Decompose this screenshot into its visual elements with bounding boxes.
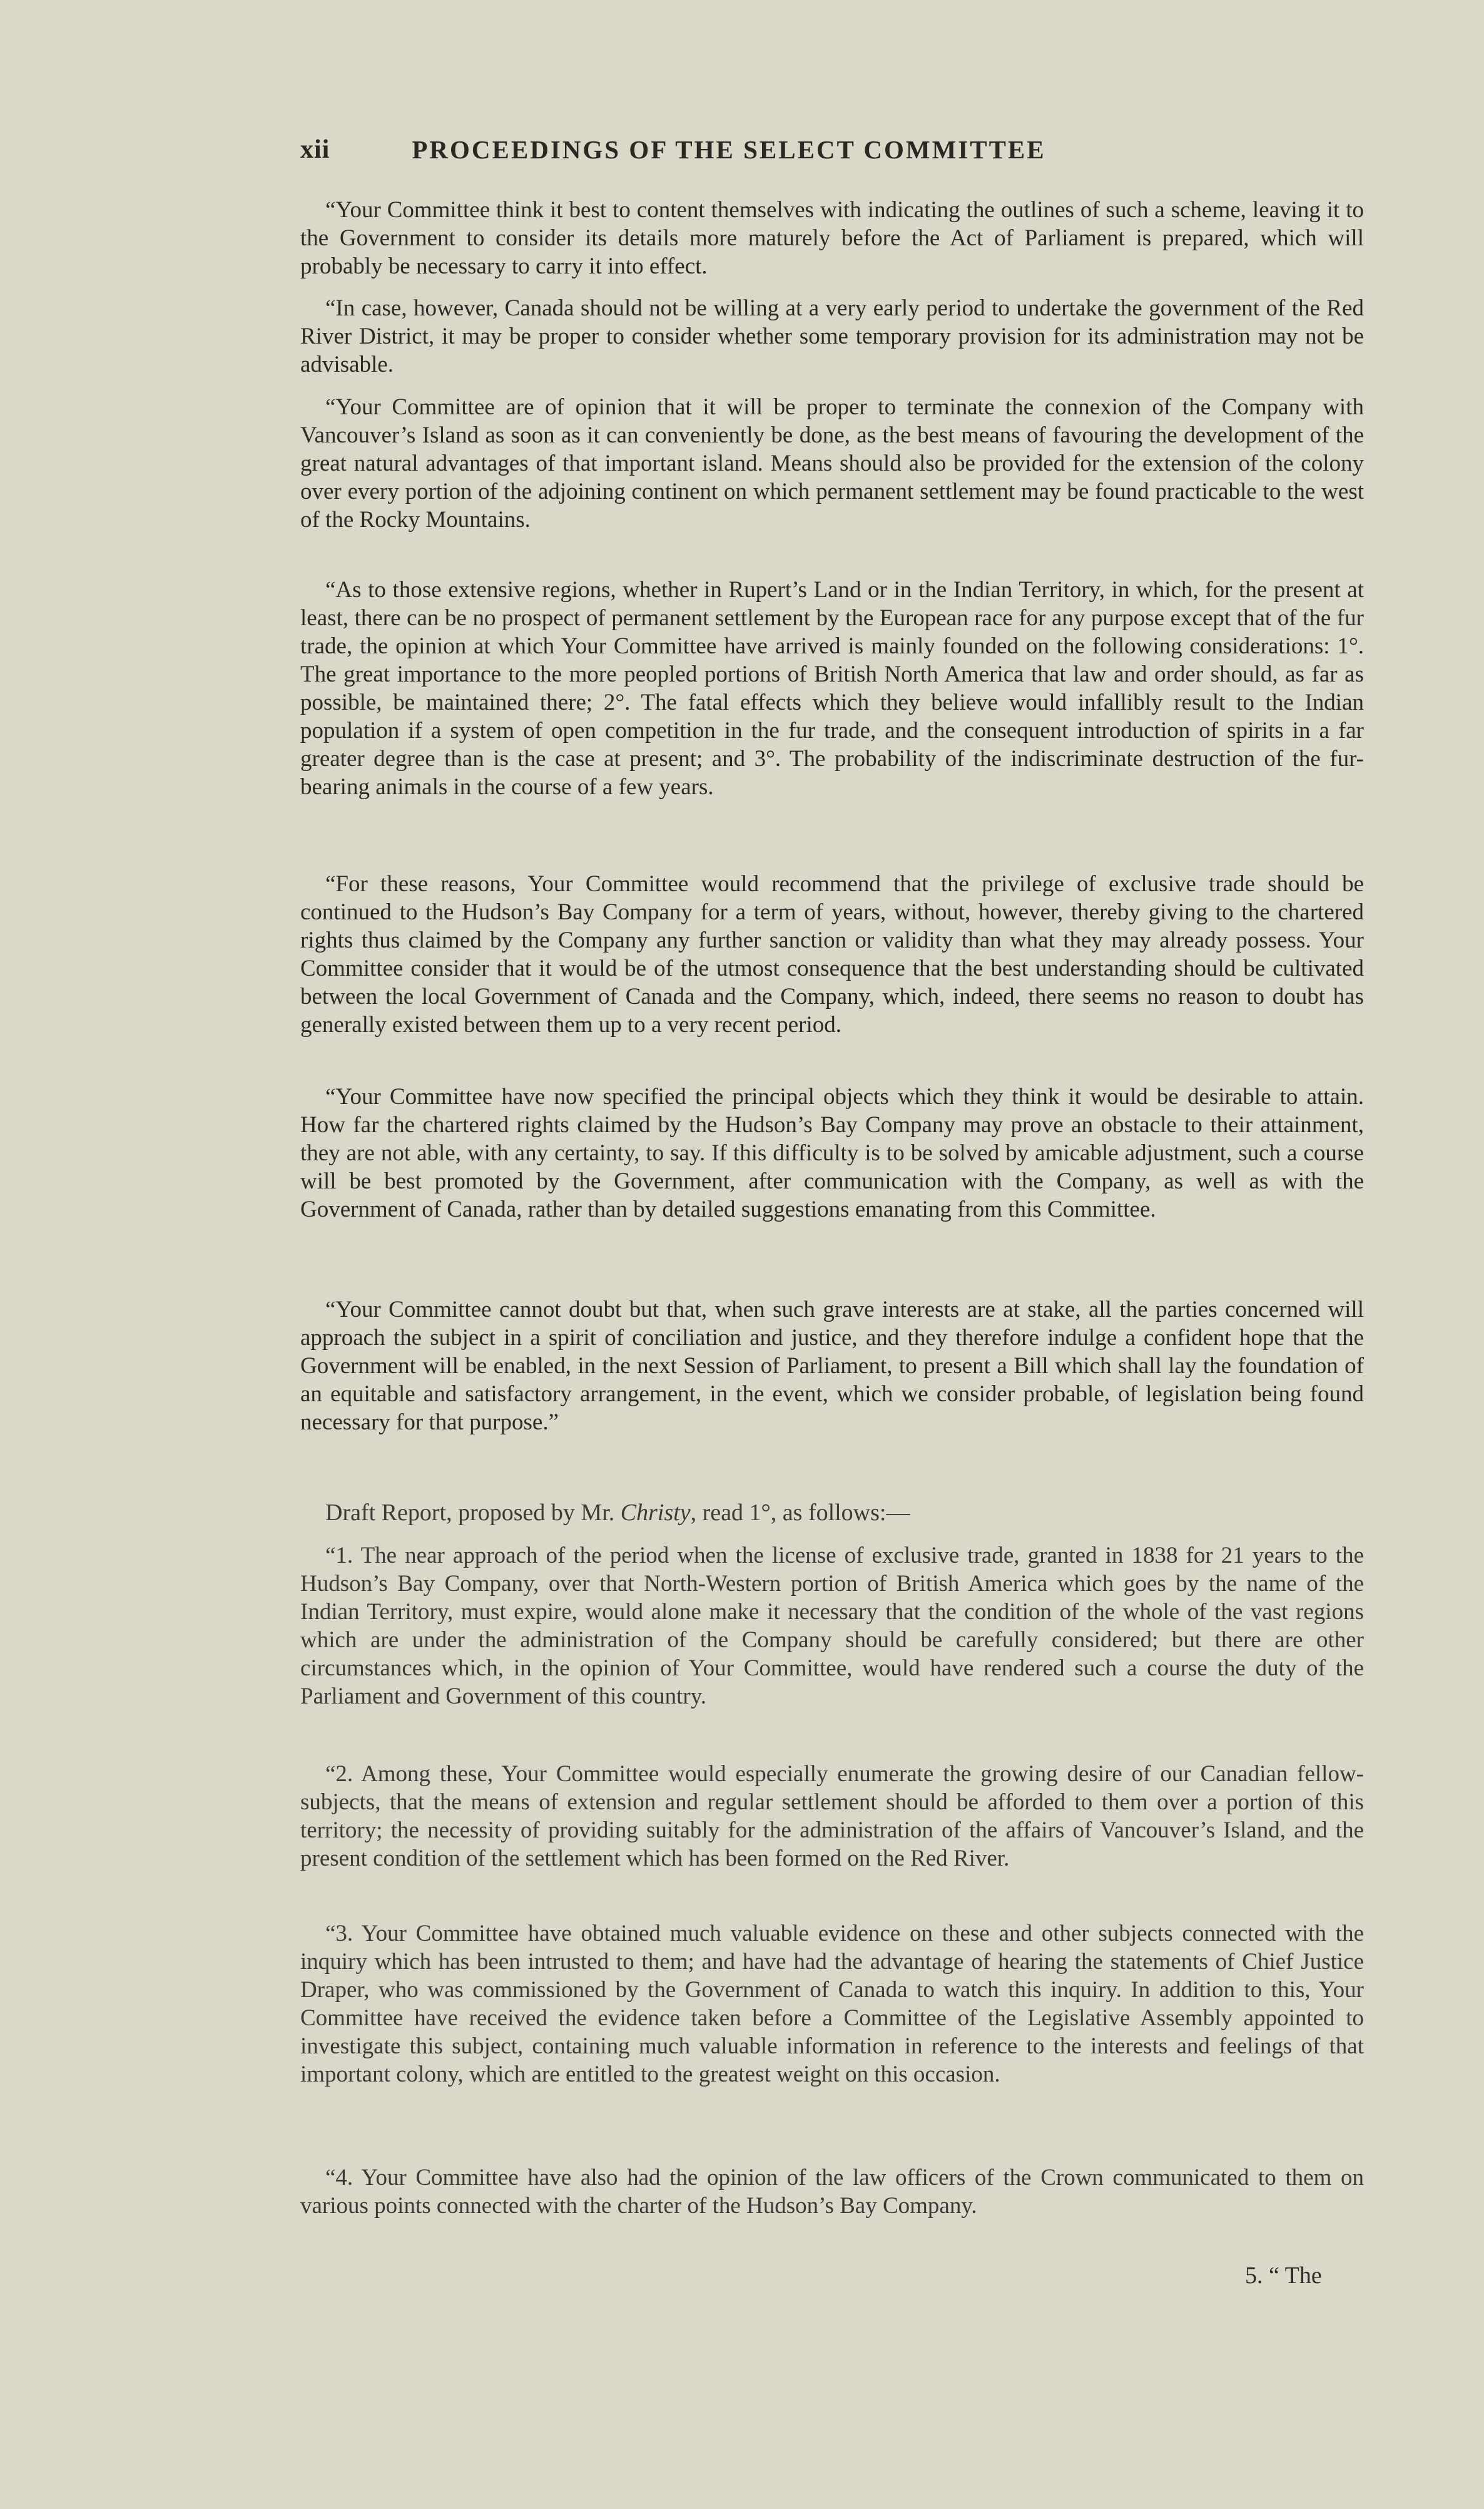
- page-header: [300, 135, 1157, 172]
- draft-paragraph: “1. The near approach of the period when the license of exclusive trade, granted in 1838 for 21 years to the Hudson’s Bay Company, over that North-Western portion of British America which goes by the name of the Indian Territory, must expire, would alone make it necessary that the condition of the whole of the vast regions which are under the administration of the Company should be carefully considered; but there are other circumstances which, in the opinion of Your Committee, would have rendered such a course the duty of the Parliament and Government of this country.: [300, 1543, 1364, 1709]
- draft-paragraph: “3. Your Committee have obtained much valuable evidence on these and other subjects connected with the inquiry which has been intrusted to them; and have had the advantage of hearing the statements of Chief Justice Draper, who was commissioned by the Government of Canada to watch this inquiry. In addition to this, Your Committee have received the evidence taken before a Committee of the Legislative Assembly appointed to investigate this subject, containing much valuable information in reference to the interests and feelings of that important colony, which are entitled to the greatest weight on this occasion.: [300, 1921, 1364, 2087]
- catchword: 5. “ The: [1245, 2262, 1322, 2289]
- paragraph: “Your Committee are of opinion that it will be proper to terminate the connexion of the Company with Vancouver’s Island as soon as it can conveniently be done, as the best means of favouring the development of the great natural advantages of that important island. Means should also be provided for the extension of the colony over every portion of the adjoining continent on which permanent settlement may be found practicable to the west of the Rocky Mountains.: [300, 394, 1364, 533]
- intro-text-after: , read 1°, as follows:—: [690, 1500, 910, 1526]
- proposer-name: Christy: [620, 1500, 691, 1526]
- intro-text-before: Draft Report, proposed by Mr.: [325, 1500, 621, 1526]
- draft-paragraph: “4. Your Committee have also had the opinion of the law officers of the Crown communicated to them on various points connected with the charter of the Hudson’s Bay Company.: [300, 2165, 1364, 2219]
- paragraph: “In case, however, Canada should not be willing at a very early period to undertake the government of the Red River District, it may be proper to consider whether some temporary provision for its administration may not be advisable.: [300, 295, 1364, 377]
- paragraph: “Your Committee have now specified the principal objects which they think it would be desirable to attain. How far the chartered rights claimed by the Hudson’s Bay Company may prove an obstacle to their attainment, they are not able, with any certainty, to say. If this difficulty is to be solved by amicable adjustment, such a course will be best promoted by the Government, after communication with the Company, as well as with the Government of Canada, rather than by detailed suggestions emanating from this Committee.: [300, 1084, 1364, 1222]
- paragraph: “Your Committee think it best to content themselves with indicating the outlines of such a scheme, leaving it to the Government to consider its details more maturely before the Act of Parliament is prepared, which will probably be necessary to carry it into effect.: [300, 197, 1364, 279]
- draft-paragraph: “2. Among these, Your Committee would especially enumerate the growing desire of our Canadian fellow-subjects, that the means of extension and regular settlement should be afforded to them over a portion of this territory; the necessity of providing suitably for the administration of the affairs of Vancouver’s Island, and the present condition of the settlement which has been formed on the Red River.: [300, 1761, 1364, 1871]
- running-title: PROCEEDINGS OF THE SELECT COMMITTEE: [412, 135, 1046, 164]
- paragraph: “As to those extensive regions, whether in Rupert’s Land or in the Indian Territory, in which, for the present at least, there can be no prospect of permanent settlement by the European race for any purpose except that of the fur trade, the opinion at which Your Committee have arrived is mainly founded on the following considerations: 1°. The great importance to the more peopled portions of British North America that law and order should, as far as possible, be maintained there; 2°. The fatal effects which they believe would infallibly result to the Indian population if a system of open competition in the fur trade, and the consequent introduction of spirits in a far greater degree than is the case at present; and 3°. The probability of the indiscriminate destruction of the fur-bearing animals in the course of a few years.: [300, 577, 1364, 800]
- page-number: xii: [300, 135, 330, 164]
- paragraph: “Your Committee cannot doubt but that, when such grave interests are at stake, all the parties concerned will approach the subject in a spirit of conciliation and justice, and they therefore indulge a confident hope that the Government will be enabled, in the next Session of Parliament, to present a Bill which shall lay the foundation of an equitable and satisfactory arrangement, in the event, which we consider probable, of legislation being found necessary for that purpose.”: [300, 1297, 1364, 1435]
- draft-report-intro: [325, 1499, 910, 1526]
- paragraph: “For these reasons, Your Committee would recommend that the privilege of exclusive trade should be continued to the Hudson’s Bay Company for a term of years, without, however, thereby giving to the chartered rights thus claimed by the Company any further sanction or validity than what they may already possess. Your Committee consider that it would be of the utmost consequence that the best understanding should be cultivated between the local Government of Canada and the Company, which, indeed, there seems no reason to doubt has generally existed between them up to a very recent period.: [300, 871, 1364, 1038]
